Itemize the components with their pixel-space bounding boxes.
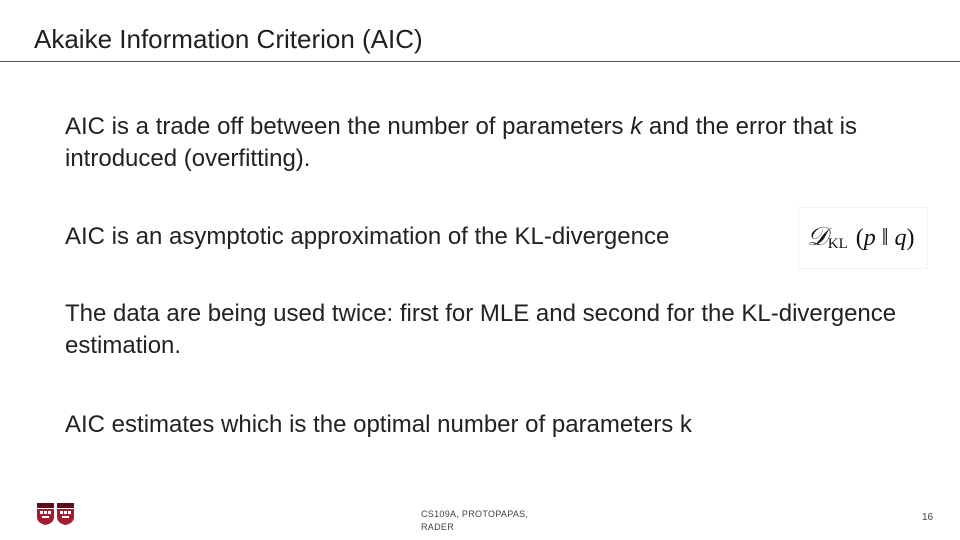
tradeoff-text-end: and the error that is introduced (overfitting). xyxy=(65,113,857,172)
bullet-kl-approximation: AIC is an asymptotic approximation of the KL-divergence xyxy=(65,223,670,250)
page-number: 16 xyxy=(922,512,934,523)
formula-text xyxy=(807,222,915,253)
footer-credits xyxy=(421,508,528,534)
formula-d-symbol: 𝒟 xyxy=(807,222,828,251)
tradeoff-text-start: AIC is a trade off between the number of parameters xyxy=(65,113,631,140)
kl-divergence-formula xyxy=(798,207,928,269)
title-divider xyxy=(0,61,960,62)
slide-title: Akaike Information Criterion (AIC) xyxy=(34,24,423,54)
formula-open-paren: ( xyxy=(855,225,864,251)
footer-credits-line2: RADER xyxy=(421,522,455,532)
formula-q: q xyxy=(894,225,907,251)
bullet-optimal-parameters: AIC estimates which is the optimal number of parameters k xyxy=(65,411,692,438)
parameter-k: k xyxy=(630,113,643,140)
formula-p: p xyxy=(863,225,876,251)
formula-close-paren: ) xyxy=(906,225,915,251)
formula-parallel: ‖ xyxy=(875,225,895,251)
footer-credits-line1: CS109A, PROTOPAPAS, xyxy=(421,509,529,519)
formula-subscript: KL xyxy=(827,236,848,252)
harvard-shields-logo xyxy=(36,502,76,526)
bullet-data-used-twice: The data are being used twice: first for MLE and second for the KL-divergence estimation. xyxy=(65,300,897,359)
bullet-tradeoff xyxy=(65,111,885,175)
